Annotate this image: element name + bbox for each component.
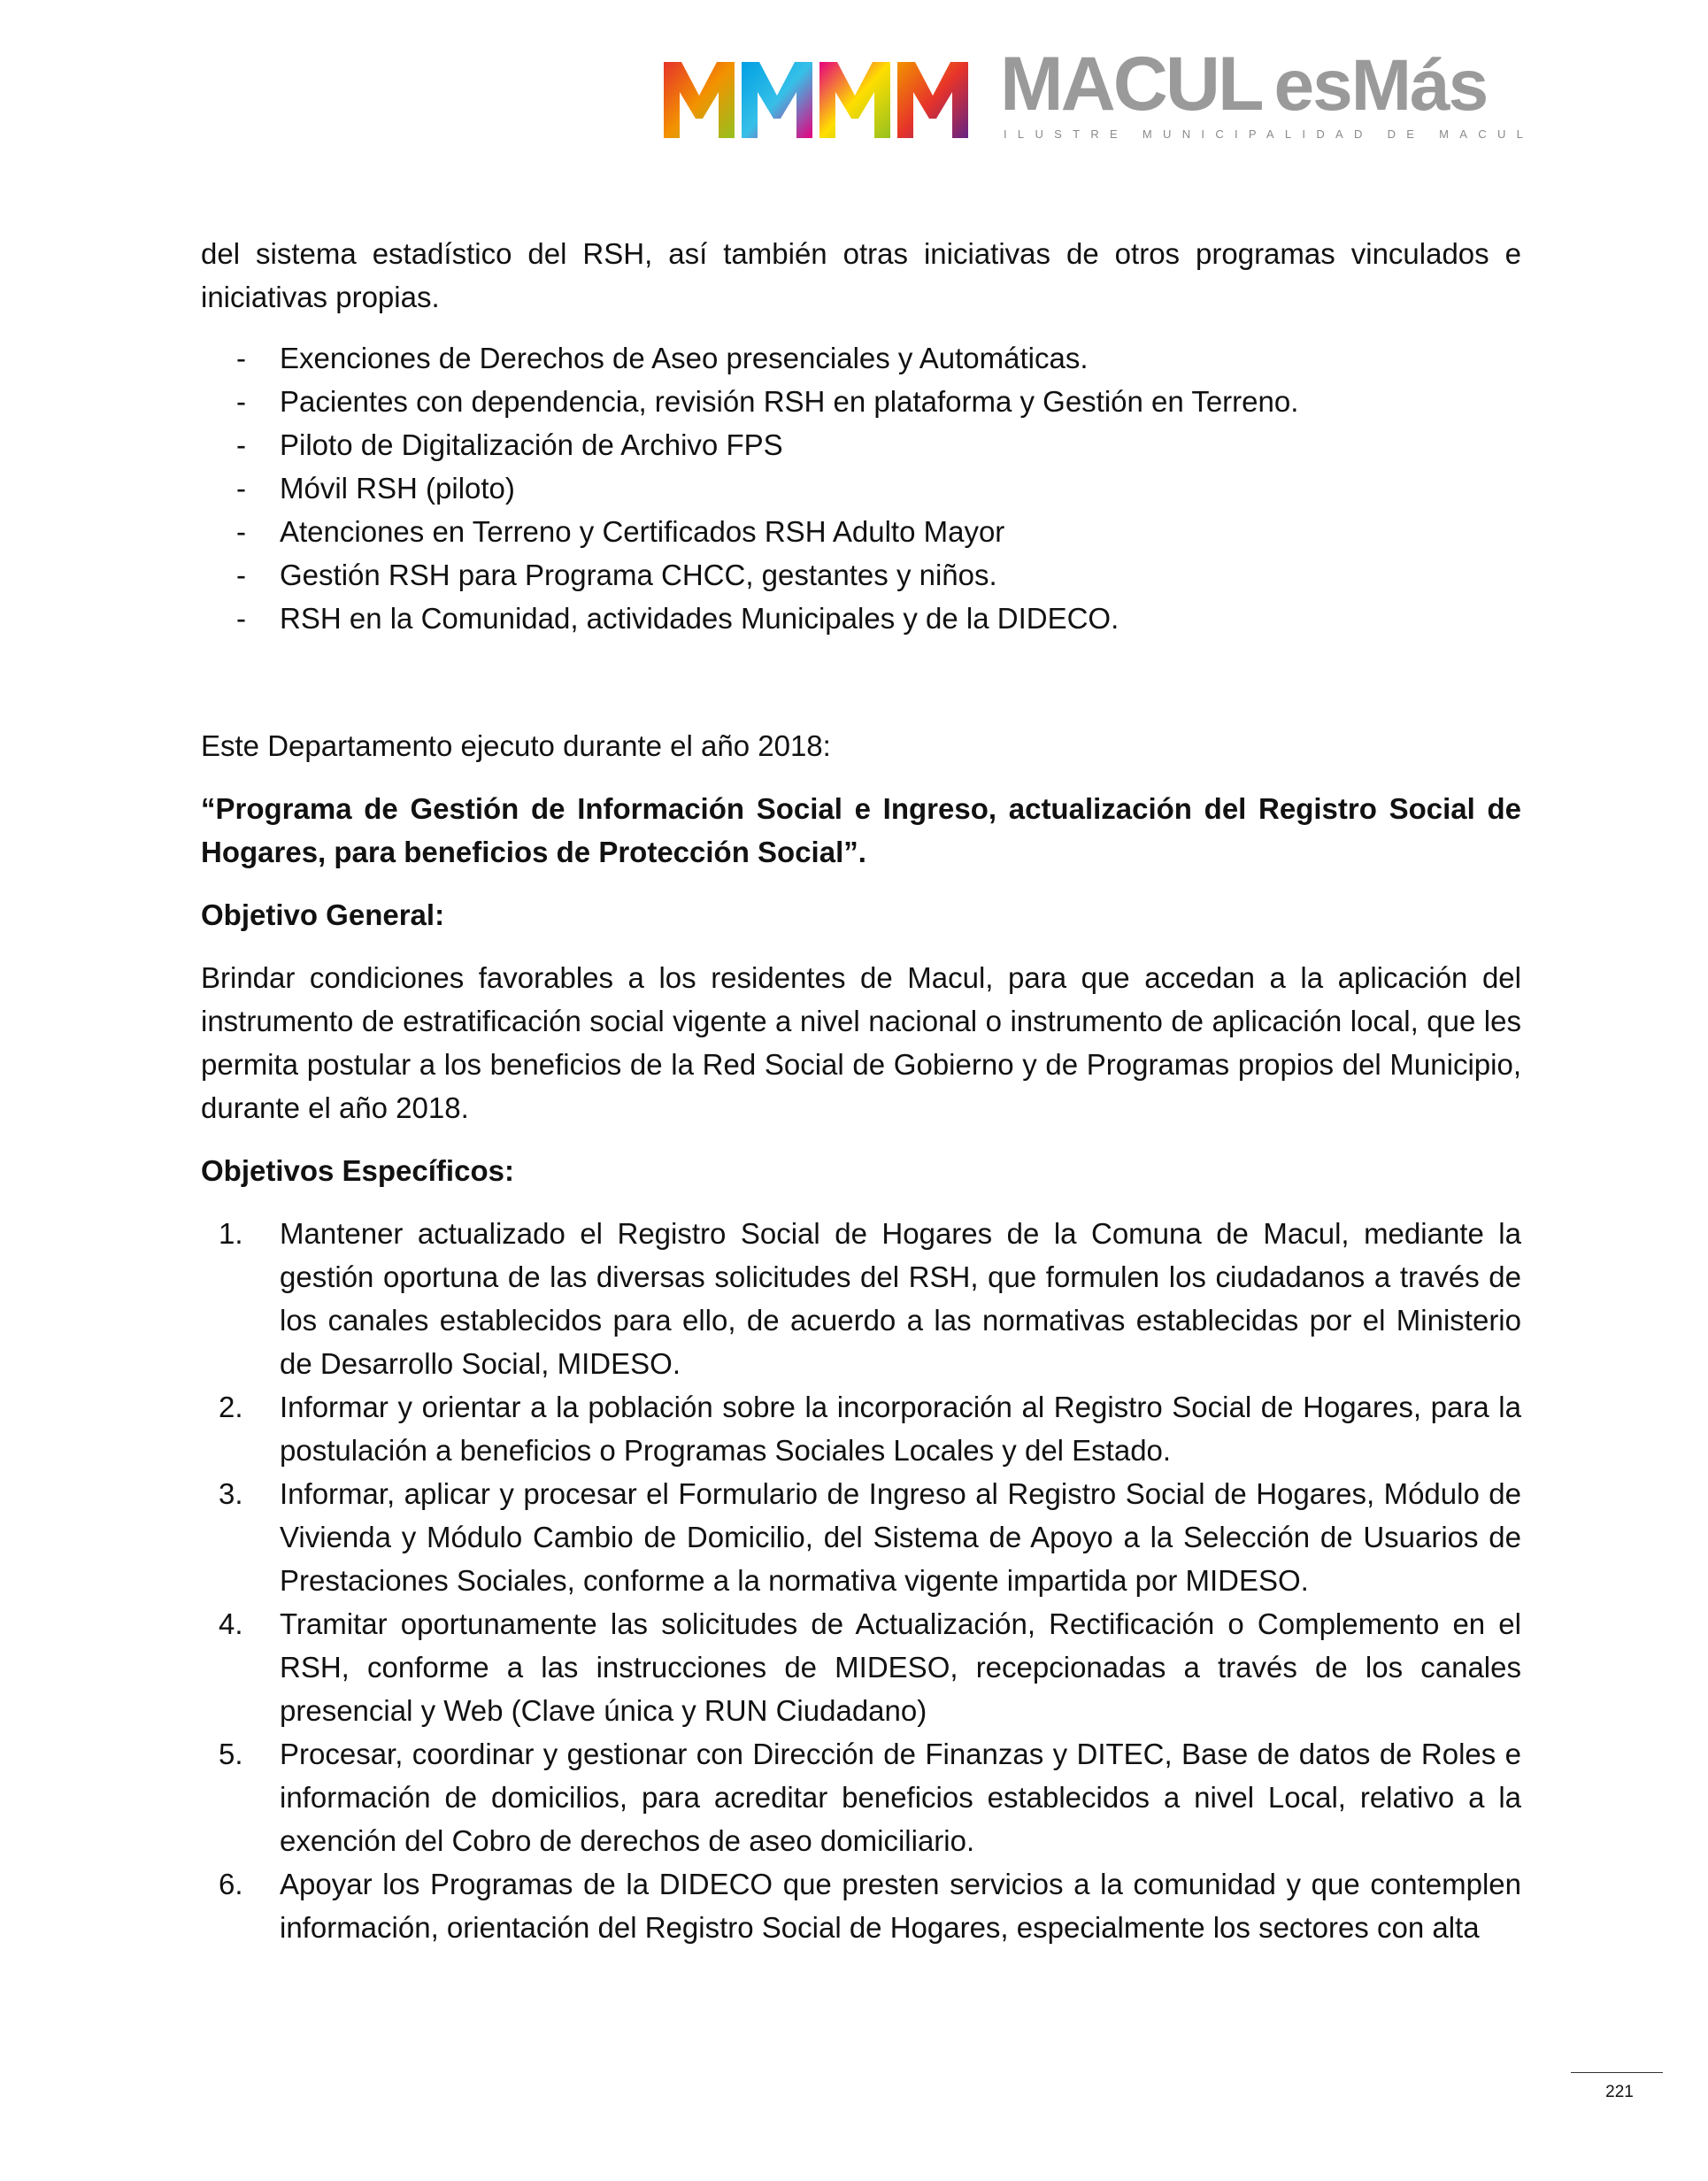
dash-marker: - (236, 342, 246, 374)
dash-marker: - (236, 428, 246, 461)
list-item (201, 336, 1521, 380)
dash-marker: - (236, 602, 246, 635)
logo-word-macul: MACUL (1000, 42, 1262, 127)
item-number: 2. (219, 1391, 243, 1423)
list-item-text: Piloto de Digitalización de Archivo FPS (280, 428, 783, 461)
list-item (201, 1732, 1521, 1862)
list-item (201, 553, 1521, 597)
list-item (201, 423, 1521, 466)
item-number: 5. (219, 1738, 243, 1770)
logo-word-es-mas: esMás (1273, 45, 1488, 126)
macul-logo (662, 42, 1535, 150)
intro-paragraph: del sistema estadístico del RSH, así también otras iniciativas de otros programas vinculados e iniciativas propias. (201, 237, 1521, 313)
list-item (201, 1212, 1521, 1385)
page-number: 221 (1605, 2083, 1634, 2101)
specific-objectives-heading: Objetivos Específicos: (201, 1154, 514, 1187)
dash-marker: - (236, 515, 246, 548)
list-item-text: Gestión RSH para Programa CHCC, gestantes y niños. (280, 559, 997, 591)
list-item (201, 510, 1521, 553)
list-item-text: Apoyar los Programas de la DIDECO que presten servicios a la comunidad y que contemplen información, orientación del Registro Social de Hogares, especialmente los sectores con alta (280, 1868, 1521, 1944)
list-item-text: Exenciones de Derechos de Aseo presenciales y Automáticas. (280, 342, 1089, 374)
item-number: 1. (219, 1217, 243, 1250)
executed-intro: Este Departamento ejecuto durante el año 2018: (201, 729, 831, 762)
list-item (201, 1385, 1521, 1472)
program-title: “Programa de Gestión de Información Social e Ingreso, actualización del Registro Social de Hogares, para beneficios de Protección Social”. (201, 792, 1521, 868)
list-item-text: Tramitar oportunamente las solicitudes de Actualización, Rectificación o Complemento en el RSH, conforme a las instrucciones de MIDESO, recepcionadas a través de los canales presencial y Web (Clave única y RUN Ciudadano) (280, 1607, 1521, 1727)
list-item-text: Atenciones en Terreno y Certificados RSH Adulto Mayor (280, 515, 1005, 548)
list-item (201, 1602, 1521, 1732)
dash-marker: - (236, 559, 246, 591)
specific-objectives-list (201, 1212, 1521, 1949)
mmmm-logo-mark (662, 57, 973, 142)
item-number: 6. (219, 1868, 243, 1900)
list-item (201, 466, 1521, 510)
general-objective-heading: Objetivo General: (201, 898, 445, 931)
item-number: 3. (219, 1477, 243, 1510)
logo-wordmark (1000, 42, 1488, 127)
list-item-text: Móvil RSH (piloto) (280, 472, 515, 505)
list-item-text: Procesar, coordinar y gestionar con Dirección de Finanzas y DITEC, Base de datos de Roles e información de domicilios, para acreditar beneficios establecidos a nivel Local, relativo a la exención del Cobro de derechos de aseo domiciliario. (280, 1738, 1521, 1857)
footer-divider (1571, 2072, 1663, 2073)
dash-marker: - (236, 472, 246, 505)
list-item (201, 1862, 1521, 1949)
logo-tagline: ILUSTRE MUNICIPALIDAD DE MACUL (1004, 127, 1535, 141)
list-item-text: RSH en la Comunidad, actividades Municipales y de la DIDECO. (280, 602, 1119, 635)
list-item (201, 1472, 1521, 1602)
initiatives-list (201, 336, 1521, 640)
list-item (201, 597, 1521, 640)
list-item (201, 380, 1521, 423)
general-objective-text: Brindar condiciones favorables a los residentes de Macul, para que accedan a la aplicación del instrumento de estratificación social vigente a nivel nacional o instrumento de aplicación local, que les permita postular a los beneficios de la Red Social de Gobierno y de Programas propios del Municipio, durante el año 2018. (201, 961, 1521, 1124)
dash-marker: - (236, 385, 246, 418)
list-item-text: Pacientes con dependencia, revisión RSH en plataforma y Gestión en Terreno. (280, 385, 1299, 418)
item-number: 4. (219, 1607, 243, 1640)
list-item-text: Informar, aplicar y procesar el Formulario de Ingreso al Registro Social de Hogares, Módulo de Vivienda y Módulo Cambio de Domicilio, del Sistema de Apoyo a la Selección de Usuarios de Prestaciones Sociales, conforme a la normativa vigente impartida por MIDESO. (280, 1477, 1521, 1597)
document-body (201, 232, 1521, 1949)
list-item-text: Informar y orientar a la población sobre la incorporación al Registro Social de Hogares, para la postulación a beneficios o Programas Sociales Locales y del Estado. (280, 1391, 1521, 1467)
list-item-text: Mantener actualizado el Registro Social de Hogares de la Comuna de Macul, mediante la gestión oportuna de las diversas solicitudes del RSH, que formulen los ciudadanos a través de los canales establecidos para ello, de acuerdo a las normativas establecidas por el Ministerio de Desarrollo Social, MIDESO. (280, 1217, 1521, 1380)
